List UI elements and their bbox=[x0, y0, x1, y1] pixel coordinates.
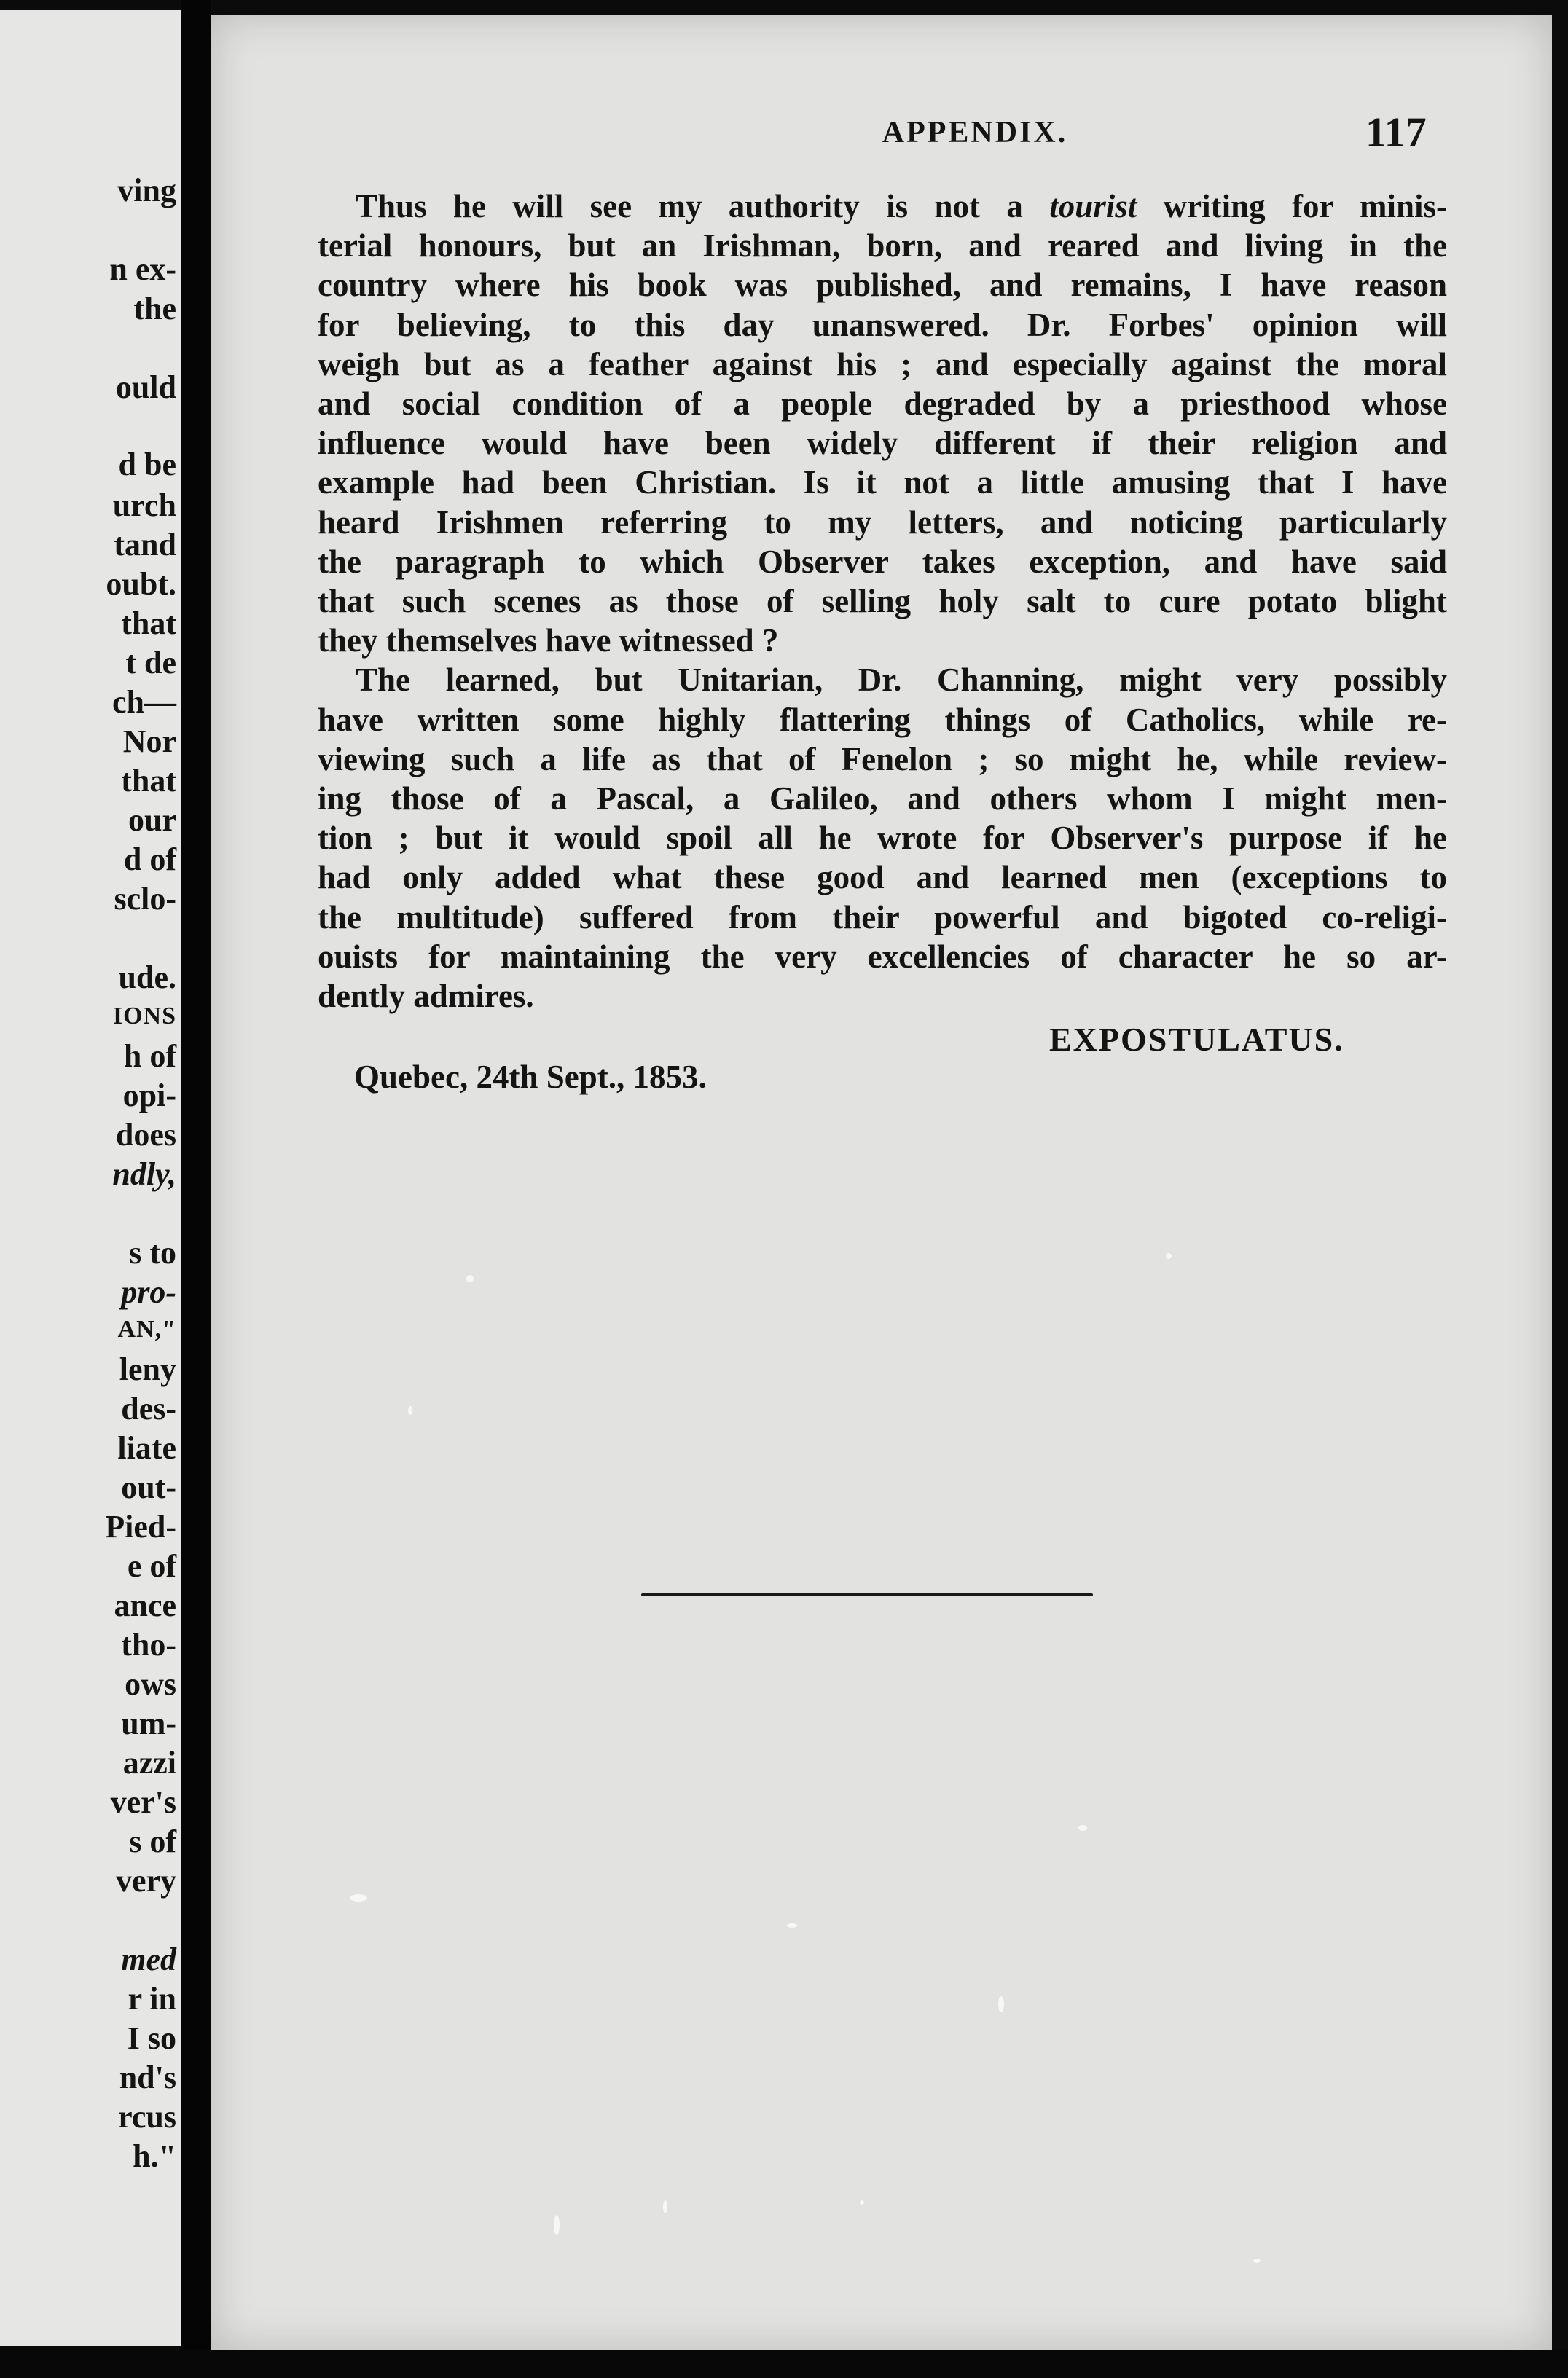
facing-page-text-fragment: that bbox=[121, 763, 176, 798]
facing-page-text-fragment: s to bbox=[129, 1235, 176, 1271]
closing-rule bbox=[641, 1593, 1093, 1596]
facing-page-fragment bbox=[0, 10, 181, 2346]
text-line bbox=[318, 621, 1447, 660]
text-segment: terial honours, but an Irishman, born, and reared and living in the bbox=[318, 227, 1447, 264]
facing-page-text-fragment: med bbox=[121, 1942, 176, 1977]
facing-page-text-fragment: ving bbox=[117, 173, 176, 208]
facing-page-text-fragment: azzi bbox=[122, 1745, 176, 1781]
facing-page-text-fragment: tho- bbox=[121, 1627, 176, 1663]
paper-speck bbox=[787, 1923, 797, 1928]
facing-page-text-fragment: des- bbox=[121, 1391, 176, 1427]
facing-page-text-fragment: sclo- bbox=[114, 881, 176, 917]
text-line bbox=[318, 226, 1447, 265]
text-segment: dently admires. bbox=[318, 978, 534, 1015]
scan-border bbox=[0, 2350, 1568, 2378]
book-page bbox=[211, 15, 1552, 2350]
text-line bbox=[318, 305, 1447, 345]
facing-page-text-fragment: does bbox=[115, 1117, 176, 1153]
text-line bbox=[318, 581, 1447, 621]
text-segment: The learned, but Unitarian, Dr. Channing, might very possibly bbox=[356, 662, 1447, 699]
italic-word: tourist bbox=[1049, 188, 1137, 224]
text-segment: the multitude) suffered from their powerful and bigoted co-religi- bbox=[318, 898, 1447, 935]
facing-page-text-fragment: our bbox=[128, 802, 176, 838]
facing-page-text-fragment: IONS bbox=[112, 1002, 176, 1029]
facing-page-text-fragment: liate bbox=[117, 1430, 176, 1466]
text-line bbox=[318, 423, 1447, 463]
text-line bbox=[318, 779, 1447, 818]
paper-speck bbox=[554, 2215, 560, 2235]
text-segment: the paragraph to which Observer takes exception, and have said bbox=[318, 543, 1447, 580]
facing-page-text-fragment: that bbox=[121, 605, 176, 641]
text-segment: have written some highly flattering things of Catholics, while re- bbox=[318, 701, 1447, 738]
facing-page-text-fragment: very bbox=[115, 1863, 176, 1899]
paragraph-2 bbox=[318, 660, 1447, 1016]
paper-speck bbox=[998, 1996, 1004, 2012]
text-line bbox=[318, 345, 1447, 384]
facing-page-text-fragment: opi- bbox=[122, 1078, 176, 1113]
facing-page-text-fragment: tand bbox=[114, 527, 176, 562]
paragraph-1 bbox=[318, 187, 1447, 660]
facing-page-text-fragment: urch bbox=[112, 487, 176, 523]
paper-speck bbox=[663, 2200, 667, 2213]
facing-page-text-fragment: ould bbox=[115, 369, 176, 405]
facing-page-text-fragment: h of bbox=[123, 1038, 176, 1074]
paper-speck bbox=[350, 1894, 367, 1902]
paper-speck bbox=[860, 2200, 864, 2205]
facing-page-text-fragment: h." bbox=[133, 2138, 176, 2174]
facing-page-text-fragment: ch— bbox=[112, 684, 176, 720]
text-segment: had only added what these good and learned men (exceptions to bbox=[318, 859, 1447, 896]
facing-page-text-fragment: ndly, bbox=[112, 1156, 176, 1192]
text-line bbox=[318, 660, 1447, 699]
text-segment: ing those of a Pascal, a Galileo, and others whom I might men- bbox=[318, 780, 1447, 817]
text-segment: for believing, to this day unanswered. Dr. Forbes' opinion will bbox=[318, 306, 1447, 343]
text-line bbox=[318, 265, 1447, 305]
paper-speck bbox=[466, 1275, 474, 1282]
facing-page-text-fragment: um- bbox=[121, 1706, 176, 1741]
page-number: 117 bbox=[1365, 109, 1427, 156]
facing-page-text-fragment: out- bbox=[121, 1469, 176, 1505]
body-text bbox=[318, 187, 1447, 1016]
text-segment: viewing such a life as that of Fenelon ; so might he, while review- bbox=[318, 740, 1447, 777]
facing-page-text-fragment: rcus bbox=[118, 2099, 176, 2135]
facing-page-text-fragment: AN," bbox=[117, 1316, 176, 1343]
text-segment: weigh but as a feather against his ; and especially against the moral bbox=[318, 345, 1447, 382]
facing-page-text-fragment: n ex- bbox=[109, 251, 176, 287]
facing-page-text-fragment: ance bbox=[114, 1588, 176, 1623]
text-segment: heard Irishmen referring to my letters, and noticing particularly bbox=[318, 503, 1447, 541]
text-segment: that such scenes as those of selling holy salt to cure potato blight bbox=[318, 583, 1447, 620]
facing-page-text-fragment: Pied- bbox=[105, 1509, 176, 1545]
text-line bbox=[318, 187, 1447, 226]
facing-page-text-fragment: leny bbox=[119, 1351, 176, 1387]
text-line bbox=[318, 463, 1447, 502]
text-line bbox=[318, 700, 1447, 739]
text-line bbox=[318, 818, 1447, 858]
facing-page-text-fragment: ver's bbox=[110, 1784, 176, 1820]
book-gutter bbox=[181, 0, 211, 2378]
text-line bbox=[318, 739, 1447, 779]
facing-page-text-fragment: t de bbox=[125, 645, 176, 680]
text-segment: country where his book was published, and remains, I have reason bbox=[318, 267, 1447, 304]
text-segment: influence would have been widely different if their religion and bbox=[318, 425, 1447, 462]
text-line bbox=[318, 898, 1447, 937]
facing-page-text-fragment: Nor bbox=[122, 723, 176, 759]
text-line bbox=[318, 976, 1447, 1016]
paper-speck bbox=[1253, 2259, 1261, 2263]
text-line bbox=[318, 937, 1447, 976]
running-head: APPENDIX. bbox=[882, 116, 1068, 149]
text-segment: ouists for maintaining the very excellencies of character he so ar- bbox=[318, 938, 1447, 975]
text-line bbox=[318, 384, 1447, 423]
facing-page-text-fragment: pro- bbox=[121, 1274, 176, 1310]
facing-page-text-fragment: d be bbox=[118, 447, 176, 482]
text-line bbox=[318, 503, 1447, 542]
text-line bbox=[318, 542, 1447, 581]
paper-speck bbox=[1166, 1253, 1172, 1259]
text-segment: tion ; but it would spoil all he wrote for Observer's purpose if he bbox=[318, 820, 1447, 857]
text-segment: and social condition of a people degraded by a priesthood whose bbox=[318, 385, 1447, 423]
facing-page-text-fragment: I so bbox=[127, 2020, 176, 2056]
text-segment: Thus he will see my authority is not a bbox=[356, 188, 1050, 224]
paper-speck bbox=[408, 1406, 412, 1415]
facing-page-text-fragment: oubt. bbox=[106, 566, 176, 602]
text-segment: they themselves have witnessed ? bbox=[318, 622, 779, 659]
text-segment: example had been Christian. Is it not a little amusing that I have bbox=[318, 464, 1447, 501]
facing-page-text-fragment: d of bbox=[123, 841, 176, 877]
place-and-date: Quebec, 24th Sept., 1853. bbox=[354, 1059, 707, 1095]
text-segment: writing for minis- bbox=[1137, 188, 1447, 224]
facing-page-text-fragment: nd's bbox=[119, 2060, 176, 2095]
facing-page-text-fragment: ude. bbox=[118, 960, 176, 995]
text-line bbox=[318, 858, 1447, 897]
facing-page-text-fragment: ows bbox=[125, 1666, 176, 1702]
facing-page-text-fragment: s of bbox=[129, 1824, 176, 1859]
facing-page-text-fragment: the bbox=[133, 291, 176, 326]
facing-page-text-fragment: e of bbox=[127, 1548, 176, 1584]
signature: EXPOSTULATUS. bbox=[1049, 1021, 1344, 1058]
facing-page-text-fragment: r in bbox=[128, 1981, 176, 2017]
paper-speck bbox=[1078, 1825, 1087, 1831]
